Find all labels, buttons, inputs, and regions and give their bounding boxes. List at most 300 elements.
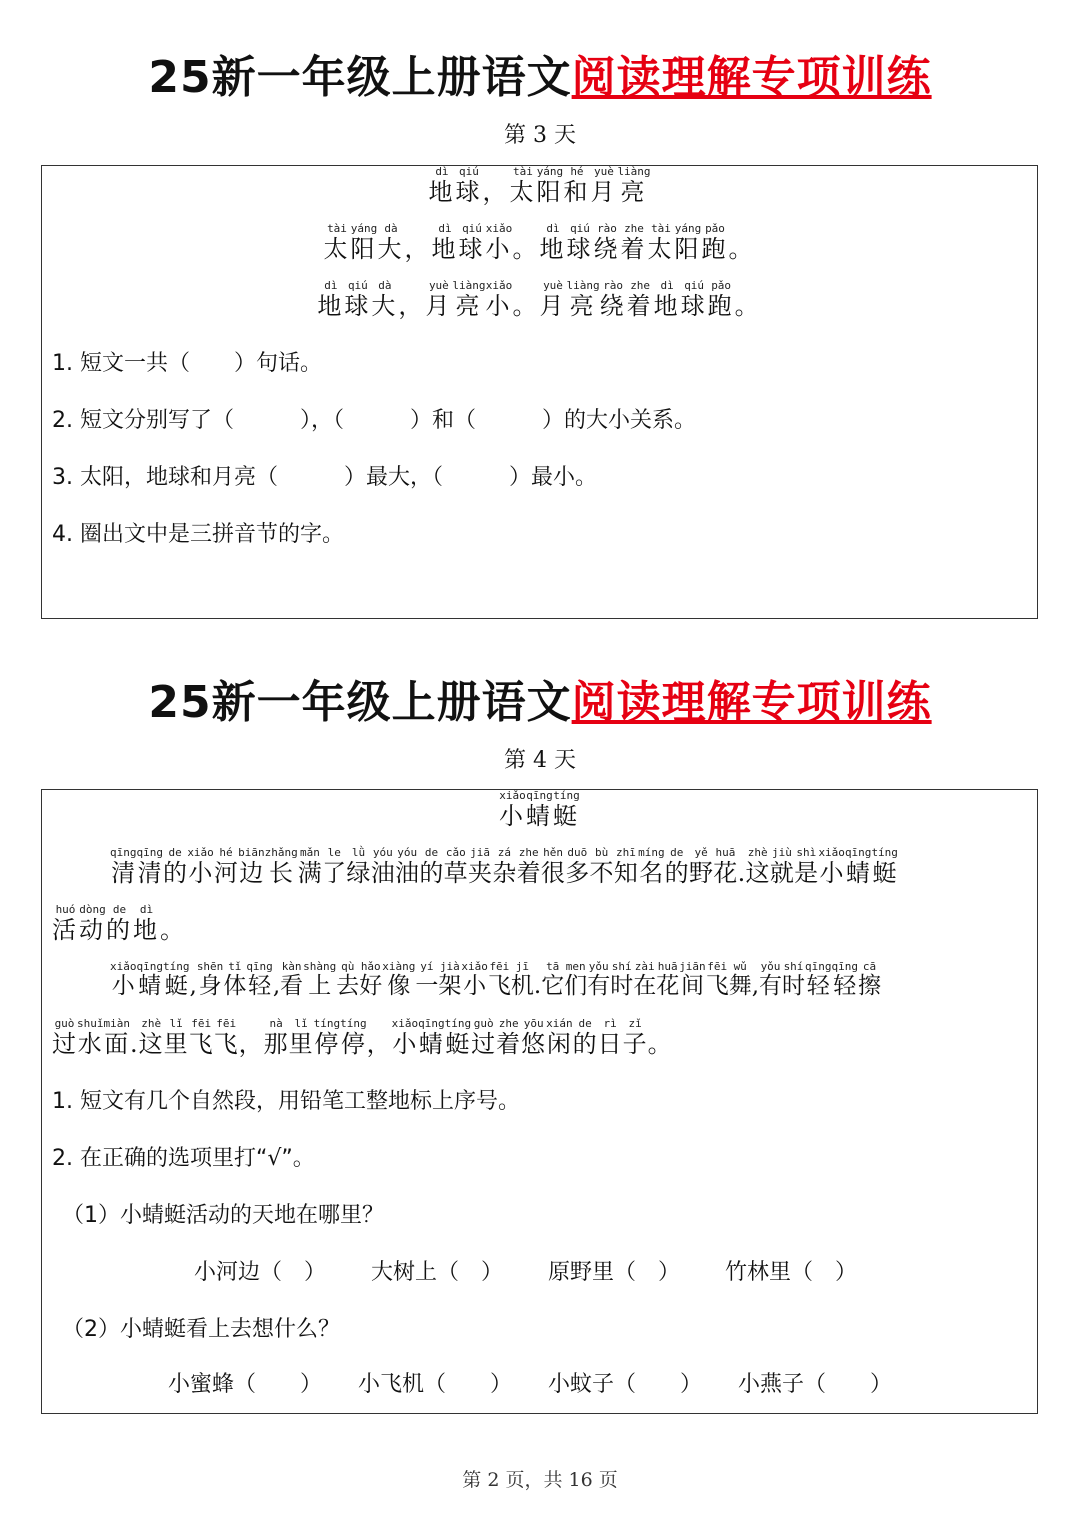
pinyin: zhe xyxy=(496,1017,522,1030)
pinyin: cǎo xyxy=(443,846,468,859)
pinyin xyxy=(130,1017,139,1030)
pinyin: hé xyxy=(563,165,591,178)
pinyin: xiǎo xyxy=(110,960,137,973)
pinyin xyxy=(648,1017,673,1030)
pinyin: shuǐ xyxy=(77,1017,104,1030)
pinyin: fēi xyxy=(213,1017,239,1030)
pinyin: liàng xyxy=(617,165,651,178)
pinyin: duō xyxy=(565,846,590,859)
section2-title xyxy=(0,675,1080,731)
pinyin-char: 们men xyxy=(564,960,588,999)
pinyin-char: 地dì xyxy=(431,222,459,263)
pinyin: dì xyxy=(133,903,160,916)
pinyin: tài xyxy=(509,165,537,178)
pinyin: yōu xyxy=(521,1017,547,1030)
pinyin-char: 花huā xyxy=(713,846,738,887)
pinyin: yóu xyxy=(370,846,395,859)
pinyin-char: 飞fēi xyxy=(188,1017,214,1058)
pinyin: míng xyxy=(638,846,665,859)
section2-subquestion-1: （1）小蜻蜓活动的天地在哪里？ xyxy=(62,1203,384,1228)
pinyin-char: 好hǎo xyxy=(359,960,383,999)
pinyin: men xyxy=(564,960,588,973)
pinyin-char: 小xiǎo xyxy=(485,279,513,320)
pinyin: dì xyxy=(317,279,345,292)
pinyin-char: 地dì xyxy=(539,222,567,263)
pinyin-char: 地dì xyxy=(428,165,456,206)
pinyin: yáng xyxy=(674,222,702,235)
passage2-paragraph1-line1 xyxy=(110,847,898,888)
pinyin: dì xyxy=(431,222,459,235)
pinyin-char: 飞fēi xyxy=(213,1017,239,1058)
pinyin-char: 飞fēi xyxy=(705,960,729,999)
pinyin-char: , xyxy=(273,973,280,999)
pinyin: liàng xyxy=(566,279,600,292)
pinyin-char: 球qiú xyxy=(566,222,594,263)
pinyin-char: 里lǐ xyxy=(288,1017,314,1058)
pinyin-char: 小xiǎo xyxy=(499,789,526,830)
pinyin-char: 有yǒu xyxy=(759,960,782,999)
pinyin-char: 间jiān xyxy=(679,960,706,999)
section1-title xyxy=(0,50,1080,106)
pinyin-char: 地dì xyxy=(317,279,345,320)
section2-box xyxy=(41,789,1038,1414)
pinyin-char: 小xiǎo xyxy=(187,846,214,887)
pinyin: dì xyxy=(653,279,681,292)
pinyin-char: 太tài xyxy=(509,165,537,206)
pinyin xyxy=(160,903,187,916)
sub1-option-1: 小河边（ ） xyxy=(194,1260,327,1285)
pinyin-char: 的de xyxy=(572,1017,598,1058)
pinyin-char: 在zài xyxy=(633,960,657,999)
pinyin xyxy=(482,165,509,178)
pinyin-char: 看kàn xyxy=(280,960,304,999)
pinyin-char: 。 xyxy=(513,235,540,263)
pinyin-char: 蜻qīng xyxy=(526,789,553,830)
passage2-paragraph2-line1 xyxy=(110,961,881,1000)
pinyin: yuè xyxy=(425,279,453,292)
pinyin: xiǎo xyxy=(818,846,845,859)
pinyin: dì xyxy=(428,165,456,178)
section1-day: 第 3 天 xyxy=(504,123,576,148)
pinyin-char: 。 xyxy=(735,292,762,320)
pinyin-char: 了le xyxy=(322,846,347,887)
pinyin-char: 日rì xyxy=(597,1017,623,1058)
pinyin: nà xyxy=(263,1017,289,1030)
page-footer: 第 2 页，共 16 页 xyxy=(462,1469,618,1491)
pinyin-char: 夹jiā xyxy=(467,846,493,887)
pinyin xyxy=(513,222,540,235)
pinyin: zhǎng xyxy=(264,846,298,859)
pinyin: zhe xyxy=(516,846,541,859)
pinyin-char: 太tài xyxy=(647,222,675,263)
pinyin: xiàng xyxy=(382,960,416,973)
pinyin: huā xyxy=(713,846,738,859)
pinyin-char: 架jià xyxy=(438,960,462,999)
pinyin-char: 的de xyxy=(664,846,689,887)
pinyin xyxy=(405,222,432,235)
pinyin: yuè xyxy=(590,165,618,178)
pinyin: qīng xyxy=(805,960,832,973)
pinyin-char: 动dòng xyxy=(79,903,106,944)
pinyin: qù xyxy=(336,960,360,973)
pinyin-char: 蜻qīng xyxy=(418,1017,445,1058)
pinyin-char: 阳yáng xyxy=(536,165,564,206)
pinyin-char: 杂zá xyxy=(492,846,517,887)
pinyin-char: 边biān xyxy=(238,846,265,887)
pinyin-char: 亮liàng xyxy=(452,279,486,320)
pinyin: fēi xyxy=(188,1017,214,1030)
pinyin: xiǎo xyxy=(461,960,488,973)
passage2-title xyxy=(42,790,1037,831)
pinyin-char: 的de xyxy=(163,846,188,887)
pinyin-char: 着zhe xyxy=(496,1017,522,1058)
pinyin-char: 月yuè xyxy=(590,165,618,206)
pinyin: shí xyxy=(782,960,805,973)
pinyin: tài xyxy=(323,222,351,235)
pinyin-char: 蜓tíng xyxy=(553,789,580,830)
pinyin: tíng xyxy=(444,1017,472,1030)
pinyin: qiú xyxy=(566,222,594,235)
pinyin-char: 跑pǎo xyxy=(701,222,729,263)
section1-title-highlight: 阅读理解专项训练 xyxy=(571,52,932,103)
pinyin-char: 是shì xyxy=(794,846,819,887)
pinyin: rào xyxy=(593,222,621,235)
pinyin: xiǎo xyxy=(485,279,513,292)
sub1-option-3: 原野里（ ） xyxy=(548,1260,681,1285)
pinyin: yǒu xyxy=(759,960,782,973)
pinyin: qiú xyxy=(455,165,483,178)
pinyin: jī xyxy=(510,960,534,973)
pinyin: dà xyxy=(371,279,399,292)
pinyin-char: 月yuè xyxy=(425,279,453,320)
pinyin-char: . xyxy=(534,973,541,999)
pinyin: jià xyxy=(438,960,462,973)
pinyin: de xyxy=(106,903,133,916)
pinyin: kàn xyxy=(280,960,304,973)
pinyin xyxy=(190,960,197,973)
pinyin-char: 小xiǎo xyxy=(391,1017,419,1058)
pinyin-char: 着zhe xyxy=(620,222,648,263)
pinyin: zá xyxy=(492,846,517,859)
pinyin-char: 和hé xyxy=(563,165,591,206)
pinyin: miàn xyxy=(103,1017,130,1030)
pinyin: qīng xyxy=(844,846,872,859)
pinyin-char: 。 xyxy=(648,1030,673,1058)
pinyin: guò xyxy=(471,1017,497,1030)
pinyin-char: 地dì xyxy=(133,903,160,944)
pinyin: zhī xyxy=(613,846,639,859)
pinyin: hé xyxy=(213,846,239,859)
pinyin: jiān xyxy=(679,960,706,973)
pinyin-char: 小xiǎo xyxy=(461,960,488,999)
pinyin: de xyxy=(572,1017,598,1030)
pinyin: rào xyxy=(599,279,627,292)
pinyin-char: 的de xyxy=(419,846,444,887)
pinyin-char: 活huó xyxy=(52,903,79,944)
section2-subquestion-2: （2）小蜻蜓看上去想什么？ xyxy=(62,1317,340,1342)
pinyin: tài xyxy=(647,222,675,235)
pinyin: qīng xyxy=(831,960,858,973)
pinyin-char: 去qù xyxy=(336,960,360,999)
pinyin: tíng xyxy=(553,789,580,802)
pinyin-char: 停tíng xyxy=(340,1017,367,1058)
pinyin-char: 像xiàng xyxy=(382,960,416,999)
pinyin-char: . xyxy=(738,859,746,887)
pinyin-char: 油yóu xyxy=(370,846,395,887)
pinyin-char: , xyxy=(752,973,759,999)
pinyin-char: 绕rào xyxy=(593,222,621,263)
section1-question-1: 1. 短文一共（ ）句话。 xyxy=(52,351,322,376)
pinyin: de xyxy=(664,846,689,859)
pinyin: rì xyxy=(597,1017,623,1030)
pinyin-char: 球qiú xyxy=(455,165,483,206)
sub2-option-3: 小蚊子（ ） xyxy=(548,1372,703,1397)
pinyin: huā xyxy=(656,960,680,973)
pinyin: guò xyxy=(52,1017,77,1030)
pinyin-char: 的de xyxy=(106,903,133,944)
passage2-paragraph2-line2 xyxy=(52,1018,673,1059)
pinyin-char: 身shēn xyxy=(196,960,224,999)
pinyin-char: 就jiù xyxy=(769,846,795,887)
pinyin: fēi xyxy=(705,960,729,973)
pinyin: zhè xyxy=(745,846,770,859)
pinyin-char: 着zhe xyxy=(626,279,654,320)
pinyin: jiā xyxy=(467,846,493,859)
pinyin: tíng xyxy=(313,1017,341,1030)
pinyin-char: 上shàng xyxy=(303,960,337,999)
pinyin-char: 绿lǜ xyxy=(346,846,371,887)
pinyin-char: 闲xián xyxy=(546,1017,573,1058)
pinyin-char: 野yě xyxy=(688,846,714,887)
pinyin-char: 它tā xyxy=(541,960,565,999)
pinyin-char: 阳yáng xyxy=(674,222,702,263)
pinyin: qīng xyxy=(136,960,163,973)
pinyin: lǐ xyxy=(288,1017,314,1030)
pinyin-char: 体tǐ xyxy=(223,960,247,999)
pinyin-char: 有yǒu xyxy=(587,960,611,999)
pinyin-char: 轻qīng xyxy=(805,960,832,999)
pinyin-char: 地dì xyxy=(653,279,681,320)
pinyin-char: 悠yōu xyxy=(521,1017,547,1058)
pinyin: tíng xyxy=(340,1017,367,1030)
pinyin: zhe xyxy=(620,222,648,235)
pinyin: tíng xyxy=(871,846,898,859)
pinyin-char: 停tíng xyxy=(313,1017,341,1058)
pinyin xyxy=(398,279,425,292)
pinyin-char: , xyxy=(190,973,197,999)
pinyin-char: 里lǐ xyxy=(163,1017,189,1058)
pinyin-char: 小xiǎo xyxy=(110,960,137,999)
pinyin-char: 蜓tíng xyxy=(444,1017,472,1058)
pinyin-char: ， xyxy=(405,235,432,263)
pinyin-char: 草cǎo xyxy=(443,846,468,887)
pinyin: zài xyxy=(633,960,657,973)
pinyin-char: ， xyxy=(239,1030,264,1058)
pinyin-char: 清qīng xyxy=(136,846,163,887)
pinyin: wǔ xyxy=(728,960,752,973)
pinyin: de xyxy=(419,846,444,859)
pinyin: shí xyxy=(610,960,634,973)
pinyin: tíng xyxy=(163,960,190,973)
pinyin xyxy=(239,1017,264,1030)
pinyin: zhè xyxy=(138,1017,164,1030)
pinyin: yí xyxy=(415,960,439,973)
pinyin-char: 轻qīng xyxy=(246,960,273,999)
pinyin-char: 球qiú xyxy=(680,279,708,320)
pinyin: xián xyxy=(546,1017,573,1030)
pinyin-char: 蜓tíng xyxy=(871,846,898,887)
pinyin: cā xyxy=(858,960,881,973)
pinyin: xiǎo xyxy=(499,789,526,802)
pinyin-char: 着zhe xyxy=(516,846,541,887)
pinyin: qīng xyxy=(526,789,553,802)
pinyin-char: 。 xyxy=(729,235,756,263)
pinyin: tā xyxy=(541,960,565,973)
pinyin: shì xyxy=(794,846,819,859)
pinyin-char: 球qiú xyxy=(344,279,372,320)
sub2-option-1: 小蜜蜂（ ） xyxy=(168,1372,323,1397)
pinyin: qīng xyxy=(110,846,137,859)
pinyin: bù xyxy=(589,846,614,859)
pinyin: pǎo xyxy=(701,222,729,235)
section2-day: 第 4 天 xyxy=(504,748,576,773)
pinyin-char: 多duō xyxy=(565,846,590,887)
pinyin-char: 清qīng xyxy=(110,846,137,887)
section1-question-3: 3. 太阳，地球和月亮（ ）最大，（ ）最小。 xyxy=(52,465,597,490)
pinyin: yuè xyxy=(539,279,567,292)
pinyin: zhe xyxy=(626,279,654,292)
pinyin-char: 飞fēi xyxy=(487,960,511,999)
pinyin-char: 大dà xyxy=(371,279,399,320)
pinyin xyxy=(367,1017,392,1030)
pinyin-char: 这zhè xyxy=(138,1017,164,1058)
pinyin-char: 机jī xyxy=(510,960,534,999)
pinyin: hǎo xyxy=(359,960,383,973)
pinyin-char: 面miàn xyxy=(103,1017,130,1058)
pinyin-char: 时shí xyxy=(782,960,805,999)
sub1-option-4: 竹林里（ ） xyxy=(725,1260,858,1285)
pinyin-char: 长zhǎng xyxy=(264,846,298,887)
pinyin: hěn xyxy=(540,846,566,859)
section2-title-main: 25新一年级上册语文 xyxy=(148,677,572,728)
pinyin-char: 。 xyxy=(513,292,540,320)
pinyin xyxy=(752,960,759,973)
pinyin: yǒu xyxy=(587,960,611,973)
pinyin-char: 不bù xyxy=(589,846,614,887)
pinyin-char: 时shí xyxy=(610,960,634,999)
pinyin-char: 蜓tíng xyxy=(163,960,190,999)
pinyin: yóu xyxy=(395,846,420,859)
pinyin-char: . xyxy=(130,1030,139,1058)
sub1-option-2: 大树上（ ） xyxy=(371,1260,504,1285)
pinyin-char: 月yuè xyxy=(539,279,567,320)
pinyin: lǐ xyxy=(163,1017,189,1030)
pinyin-char: 小xiǎo xyxy=(485,222,513,263)
pinyin-char: 跑pǎo xyxy=(707,279,735,320)
section2-question-1: 1. 短文有几个自然段，用铅笔工整地标上序号。 xyxy=(52,1089,520,1114)
pinyin: xiǎo xyxy=(485,222,513,235)
section2-title-highlight: 阅读理解专项训练 xyxy=(571,677,932,728)
pinyin-char: 一yí xyxy=(415,960,439,999)
pinyin: yáng xyxy=(350,222,378,235)
section1-title-main: 25新一年级上册语文 xyxy=(148,52,572,103)
passage1-title xyxy=(42,166,1037,207)
pinyin-char: 过guò xyxy=(471,1017,497,1058)
pinyin-char: 球qiú xyxy=(458,222,486,263)
pinyin-char: 名míng xyxy=(638,846,665,887)
pinyin-char: 亮liàng xyxy=(566,279,600,320)
pinyin: dòng xyxy=(79,903,106,916)
pinyin-char: 绕rào xyxy=(599,279,627,320)
pinyin: dà xyxy=(377,222,405,235)
pinyin-char: 大dà xyxy=(377,222,405,263)
pinyin-char: 蜻qīng xyxy=(844,846,872,887)
pinyin: qiú xyxy=(344,279,372,292)
pinyin-char: 亮liàng xyxy=(617,165,651,206)
pinyin-char: ， xyxy=(482,178,509,206)
pinyin-char: 太tài xyxy=(323,222,351,263)
pinyin-char: 蜻qīng xyxy=(136,960,163,999)
pinyin: mǎn xyxy=(297,846,323,859)
pinyin: pǎo xyxy=(707,279,735,292)
pinyin: huó xyxy=(52,903,79,916)
section1-question-4: 4. 圈出文中是三拼音节的字。 xyxy=(52,522,344,547)
sub2-option-4: 小燕子（ ） xyxy=(738,1372,893,1397)
pinyin-char: 。 xyxy=(160,916,187,944)
pinyin xyxy=(738,846,746,859)
pinyin-char: 满mǎn xyxy=(297,846,323,887)
pinyin: shēn xyxy=(196,960,224,973)
passage1-line-2 xyxy=(42,280,1037,321)
passage1-line-1 xyxy=(42,223,1037,264)
pinyin: jiù xyxy=(769,846,795,859)
pinyin-char: 那nà xyxy=(263,1017,289,1058)
pinyin: yě xyxy=(688,846,714,859)
pinyin: dì xyxy=(539,222,567,235)
pinyin-char: 擦cā xyxy=(858,960,881,999)
pinyin: qīng xyxy=(246,960,273,973)
pinyin: liàng xyxy=(452,279,486,292)
sub2-option-2: 小飞机（ ） xyxy=(358,1372,513,1397)
pinyin: fēi xyxy=(487,960,511,973)
pinyin-char: 这zhè xyxy=(745,846,770,887)
pinyin xyxy=(735,279,762,292)
pinyin: zǐ xyxy=(622,1017,648,1030)
pinyin: le xyxy=(322,846,347,859)
pinyin-char: 知zhī xyxy=(613,846,639,887)
pinyin: qiú xyxy=(458,222,486,235)
pinyin-char: 水shuǐ xyxy=(77,1017,104,1058)
pinyin-char: 很hěn xyxy=(540,846,566,887)
pinyin: qīng xyxy=(136,846,163,859)
pinyin: shàng xyxy=(303,960,337,973)
section2-question-2: 2. 在正确的选项里打“√”。 xyxy=(52,1146,315,1171)
pinyin-char: 轻qīng xyxy=(831,960,858,999)
pinyin-char: 油yóu xyxy=(395,846,420,887)
pinyin: tǐ xyxy=(223,960,247,973)
pinyin-char: 小xiǎo xyxy=(818,846,845,887)
pinyin xyxy=(513,279,540,292)
pinyin-char: ， xyxy=(398,292,425,320)
pinyin-char: 阳yáng xyxy=(350,222,378,263)
pinyin: lǜ xyxy=(346,846,371,859)
section1-question-2: 2. 短文分别写了（ ），（ ）和（ ）的大小关系。 xyxy=(52,408,696,433)
pinyin: qīng xyxy=(418,1017,445,1030)
passage2-paragraph1-line2 xyxy=(52,904,187,945)
pinyin-char: 过guò xyxy=(52,1017,77,1058)
pinyin: yáng xyxy=(536,165,564,178)
pinyin-char: 河hé xyxy=(213,846,239,887)
